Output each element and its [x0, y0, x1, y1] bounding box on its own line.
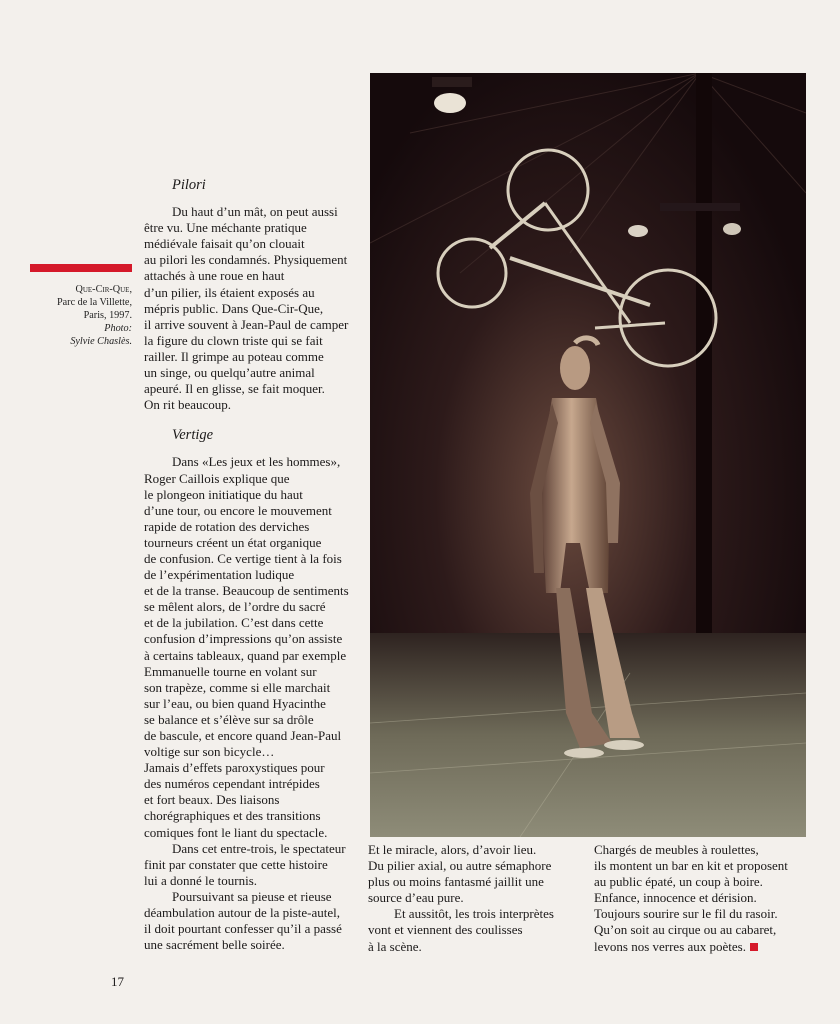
text-line: On rit beaucoup. — [144, 397, 232, 413]
text-line: à la scène. — [368, 938, 422, 954]
caption-accent-bar — [30, 264, 132, 272]
bleed-through-author — [160, 36, 163, 51]
text-line: railler. Il grimpe au poteau comme — [144, 348, 324, 364]
text-line: source d’eau pure. — [368, 890, 464, 906]
text-line: Chargés de meubles à roulettes, — [594, 842, 759, 857]
text-line: plus ou moins fantasmé jaillit une — [368, 874, 544, 890]
text-line: Qu’on soit au cirque ou au cabaret, — [594, 922, 777, 938]
section-heading-vertige: Vertige — [172, 427, 214, 444]
paragraph-miracle — [368, 842, 576, 906]
text-line: chorégraphiques et des transitions — [144, 808, 321, 824]
text-line: voltige sur son bicycle… — [144, 744, 275, 760]
text-line: Dans «Les jeux et les hommes», — [172, 454, 341, 470]
text-line: d’une tour, ou encore le mouvement — [144, 502, 332, 518]
text-line: sur l’eau, ou bien quand Hyacinthe — [144, 695, 326, 711]
paragraph-pilori — [144, 204, 368, 413]
caption-line-2: Parc de la Villette, — [56, 297, 132, 308]
text-line: et fort beaux. Des liaisons — [144, 792, 280, 808]
text-line: une sacrément belle soirée. — [144, 937, 285, 953]
middle-text-column — [368, 842, 576, 955]
text-line: Enfance, innocence et dérision. — [594, 890, 757, 906]
text-line: se mêlent alors, de l’ordre du sacré — [144, 599, 326, 615]
text-line: et de la transe. Beaucoup de sentiments — [144, 583, 349, 599]
paragraph-charges — [594, 842, 810, 955]
text-line: à certains tableaux, quand par exemple — [144, 647, 347, 663]
text-line: un singe, ou quelqu’autre animal — [144, 365, 315, 381]
text-line: être vu. Une méchante pratique — [144, 220, 307, 236]
text-line: la figure du clown triste qui se fait — [144, 332, 323, 348]
text-line: son trapèze, comme si elle marchait — [144, 679, 331, 695]
text-line: de l’expérimentation ludique — [144, 567, 295, 583]
text-line: Poursuivant sa pieuse et rieuse — [172, 888, 332, 904]
text-line: Toujours sourire sur le fil du rasoir. — [594, 906, 778, 922]
text-line: tourneurs créent un état organique — [144, 534, 322, 550]
text-line: Roger Caillois explique que — [144, 470, 290, 486]
text-line: Et aussitôt, les trois interprètes — [394, 906, 554, 922]
text-line: ils montent un bar en kit et proposent — [594, 858, 788, 874]
text-line: levons nos verres aux poètes. — [594, 938, 746, 954]
text-line: finit par constater que cette histoire — [144, 856, 328, 872]
text-line: Du pilier axial, ou autre sémaphore — [368, 858, 552, 874]
caption-line-3: Paris, 1997. — [83, 310, 132, 321]
text-line: se balance et s’élève sur sa drôle — [144, 711, 314, 727]
caption-line-1: Que-Cir-Que, — [75, 284, 132, 295]
text-line: Emmanuelle tourne en volant sur — [144, 663, 317, 679]
photo-illustration — [370, 73, 806, 837]
paragraph-poursuivant — [144, 889, 368, 953]
text-line: vont et viennent des coulisses — [368, 922, 523, 938]
text-line: des numéros cependant intrépides — [144, 776, 320, 792]
text-line: Jamais d’effets paroxystiques pour — [144, 760, 325, 776]
left-text-column — [144, 177, 368, 953]
right-text-column — [594, 842, 810, 955]
text-line: il doit pourtant confesser qu’il a passé — [144, 921, 342, 937]
text-line: déambulation autour de la piste-autel, — [144, 905, 341, 921]
end-of-article-mark — [750, 943, 758, 951]
caption-line-5: Sylvie Chaslès. — [70, 336, 132, 347]
page-number: 17 — [111, 974, 124, 989]
text-line: d’un pilier, ils étaient exposés au — [144, 284, 315, 300]
paragraph-entre-trois — [144, 841, 368, 889]
circus-photo — [370, 73, 806, 837]
paragraph-vertige — [144, 454, 368, 840]
text-line: apeuré. Il en glisse, se fait moquer. — [144, 381, 325, 397]
bleed-through-title — [160, 60, 167, 90]
text-line: Et le miracle, alors, d’avoir lieu. — [368, 842, 537, 857]
text-line: et de la jubilation. C’est dans cette — [144, 615, 324, 631]
text-line: de bascule, et encore quand Jean-Paul — [144, 728, 342, 743]
text-line: il arrive souvent à Jean-Paul de camper — [144, 316, 349, 332]
text-line: le plongeon initiatique du haut — [144, 486, 303, 502]
text-line: mépris public. Dans Que-Cir-Que, — [144, 300, 324, 316]
text-line: lui a donné le tournis. — [144, 872, 258, 888]
text-line: rapide de rotation des derviches — [144, 518, 310, 534]
photo-caption — [20, 283, 132, 348]
text-line: Dans cet entre-trois, le spectateur — [172, 840, 346, 856]
text-line: attachés à une roue en haut — [144, 268, 285, 284]
text-line: de confusion. Ce vertige tient à la fois — [144, 550, 342, 566]
text-line: Du haut d’un mât, on peut aussi — [172, 204, 338, 220]
section-heading-pilori: Pilori — [172, 177, 206, 193]
text-line: au public épaté, un coup à boire. — [594, 874, 763, 890]
text-line: médiévale faisait qu’on clouait — [144, 236, 305, 252]
text-line: au pilori les condamnés. Physiquement — [144, 252, 348, 268]
paragraph-aussitot — [368, 906, 576, 954]
text-line: confusion d’impressions qu’on assiste — [144, 631, 343, 647]
caption-line-4: Photo: — [104, 323, 132, 334]
text-line: comiques font le liant du spectacle. — [144, 824, 328, 840]
